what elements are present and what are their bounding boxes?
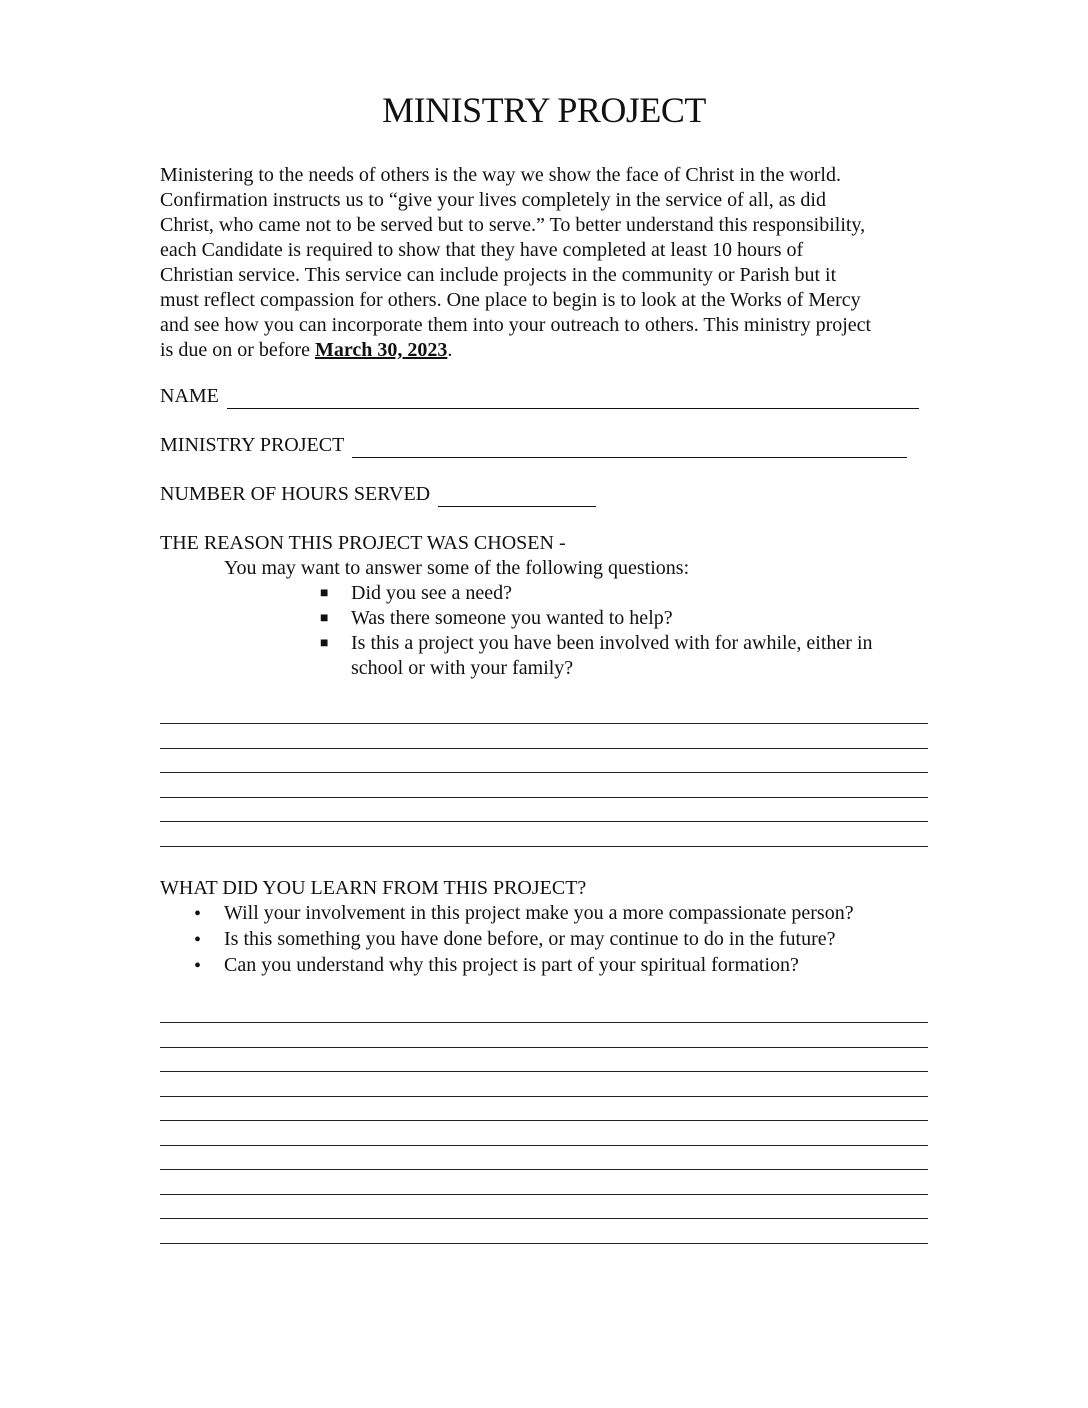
- intro-paragraph: [160, 163, 930, 363]
- intro-line: Ministering to the needs of others is the way we show the face of Christ in the world.: [160, 164, 841, 186]
- intro-line: Christian service. This service can include projects in the community or Parish but it: [160, 264, 837, 286]
- answer-line[interactable]: [160, 1096, 928, 1097]
- page-title: MINISTRY PROJECT: [382, 90, 706, 130]
- learn-heading: WHAT DID YOU LEARN FROM THIS PROJECT?: [160, 877, 587, 899]
- hours-field: [160, 482, 596, 507]
- answer-line[interactable]: [160, 1071, 928, 1072]
- intro-line: each Candidate is required to show that they have completed at least 10 hours of: [160, 239, 804, 261]
- answer-line[interactable]: [160, 1194, 928, 1195]
- list-item: ■ Did you see a need?: [320, 582, 513, 604]
- answer-line[interactable]: [160, 797, 928, 798]
- ministry-project-field: [160, 433, 907, 458]
- learn-question-list: [194, 901, 854, 978]
- square-bullet-icon: ■: [320, 586, 329, 601]
- answer-line[interactable]: [160, 821, 928, 822]
- list-item: • Is this something you have done before, or may continue to do in the future?: [194, 928, 836, 951]
- name-blank-line[interactable]: [227, 390, 919, 409]
- intro-line: Confirmation instructs us to “give your lives completely in the service of all, as did: [160, 189, 826, 211]
- answer-line[interactable]: [160, 723, 928, 724]
- answer-line[interactable]: [160, 846, 928, 847]
- round-bullet-icon: •: [194, 903, 202, 925]
- round-bullet-icon: •: [194, 929, 202, 951]
- reason-question-list: [320, 581, 873, 681]
- ministry-project-label: MINISTRY PROJECT: [160, 434, 345, 456]
- intro-last-line-prefix: is due on or before: [160, 339, 315, 361]
- answer-line[interactable]: [160, 1047, 928, 1048]
- answer-line[interactable]: [160, 748, 928, 749]
- answer-line[interactable]: [160, 1218, 928, 1219]
- answer-line[interactable]: [160, 1120, 928, 1121]
- answer-line[interactable]: [160, 772, 928, 773]
- hours-blank-line[interactable]: [438, 488, 596, 507]
- list-item: ■ Was there someone you wanted to help?: [320, 607, 673, 629]
- intro-line: Christ, who came not to be served but to serve.” To better understand this responsibility,: [160, 214, 866, 236]
- list-item: • Can you understand why this project is part of your spiritual formation?: [194, 954, 799, 977]
- square-bullet-icon: ■: [320, 611, 329, 626]
- reason-heading: THE REASON THIS PROJECT WAS CHOSEN -: [160, 532, 566, 554]
- square-bullet-icon: ■: [320, 636, 329, 651]
- ministry-project-blank-line[interactable]: [352, 439, 907, 458]
- reason-subtext: You may want to answer some of the following questions:: [224, 557, 690, 579]
- name-field: [160, 384, 919, 409]
- answer-line[interactable]: [160, 1169, 928, 1170]
- answer-line[interactable]: [160, 1145, 928, 1146]
- answer-line[interactable]: [160, 1243, 928, 1244]
- name-label: NAME: [160, 385, 219, 407]
- intro-line: and see how you can incorporate them into your outreach to others. This ministry project: [160, 314, 872, 336]
- deadline-date: March 30, 2023: [314, 339, 448, 361]
- round-bullet-icon: •: [194, 955, 202, 977]
- list-item: ■ Is this a project you have been involved with for awhile, either in: [320, 632, 873, 654]
- answer-line[interactable]: [160, 1022, 928, 1023]
- hours-label: NUMBER OF HOURS SERVED: [160, 483, 431, 505]
- intro-last-line-suffix: .: [447, 339, 453, 361]
- intro-last-line: [160, 338, 930, 363]
- list-item: • Will your involvement in this project make you a more compassionate person?: [194, 902, 854, 925]
- list-item-continuation: school or with your family?: [351, 657, 574, 679]
- intro-line: must reflect compassion for others. One place to begin is to look at the Works of Mercy: [160, 289, 861, 311]
